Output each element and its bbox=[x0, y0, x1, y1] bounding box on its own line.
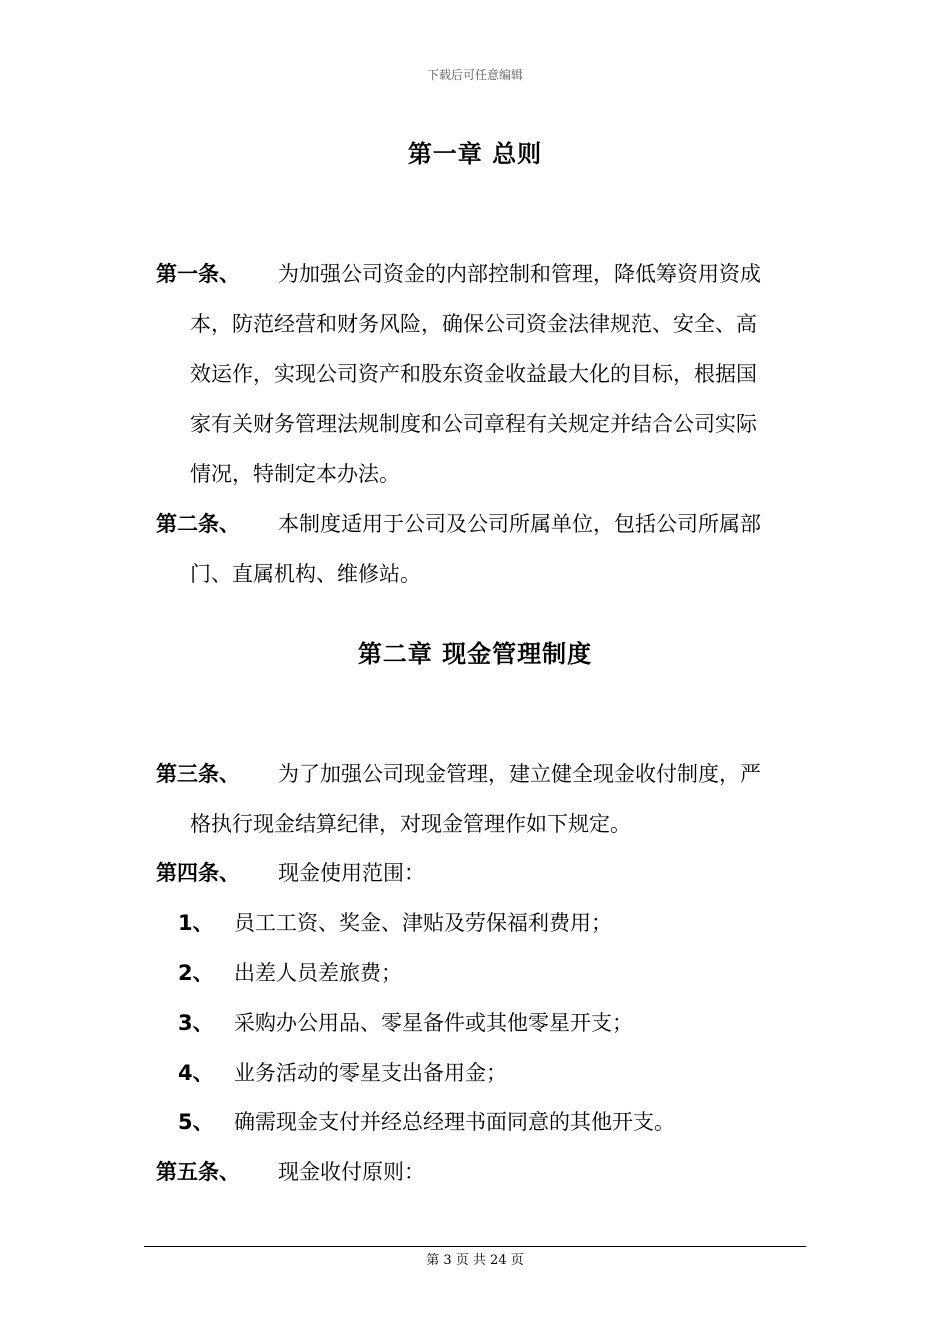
article-1-number: 第一条、 bbox=[156, 262, 240, 286]
article-4-text: 现金使用范围： bbox=[278, 861, 425, 885]
chapter-2-title: 第二章 现金管理制度 bbox=[357, 640, 593, 668]
article-5 bbox=[156, 1147, 808, 1197]
list-item bbox=[178, 898, 612, 948]
article-1 bbox=[156, 249, 808, 499]
list-item-text: 采购办公用品、零星备件或其他零星开支； bbox=[234, 1011, 633, 1035]
article-1-line: 本，防范经营和财务风险，确保公司资金法律规范、安全、高 bbox=[190, 312, 757, 336]
list-item-number: 5、 bbox=[178, 1110, 214, 1134]
article-3-first-line bbox=[156, 749, 808, 799]
footer-divider bbox=[144, 1246, 806, 1247]
article-2-line: 门、直属机构、维修站。 bbox=[190, 562, 421, 586]
page-footer: 第 3 页 共 24 页 bbox=[426, 1253, 524, 1268]
list-item-number: 1、 bbox=[178, 911, 214, 935]
list-item-text: 业务活动的零星支出备用金； bbox=[234, 1061, 507, 1085]
article-5-text: 现金收付原则： bbox=[278, 1160, 425, 1184]
article-1-text: 为加强公司资金的内部控制和管理，降低筹资用资成 bbox=[278, 262, 761, 286]
list-item bbox=[178, 1048, 507, 1098]
list-item-number: 2、 bbox=[178, 961, 214, 985]
chapter-1-title: 第一章 总则 bbox=[407, 140, 543, 168]
article-5-number: 第五条、 bbox=[156, 1160, 240, 1184]
article-2-first-line bbox=[156, 499, 808, 549]
article-4-number: 第四条、 bbox=[156, 861, 240, 885]
list-item-number: 3、 bbox=[178, 1011, 214, 1035]
article-1-first-line bbox=[156, 249, 808, 299]
article-3-number: 第三条、 bbox=[156, 762, 240, 786]
list-item bbox=[178, 998, 633, 1048]
page-header: 下载后可任意编辑 bbox=[426, 68, 523, 82]
article-3-line: 格执行现金结算纪律，对现金管理作如下规定。 bbox=[190, 812, 631, 836]
article-4 bbox=[156, 848, 808, 898]
article-1-line: 情况，特制定本办法。 bbox=[190, 462, 400, 486]
article-1-line: 效运作，实现公司资产和股东资金收益最大化的目标，根据国 bbox=[190, 362, 757, 386]
article-3 bbox=[156, 749, 808, 849]
article-3-text: 为了加强公司现金管理，建立健全现金收付制度，严 bbox=[278, 762, 761, 786]
list-item bbox=[178, 1097, 675, 1147]
article-1-line: 家有关财务管理法规制度和公司章程有关规定并结合公司实际 bbox=[190, 412, 757, 436]
list-item-text: 确需现金支付并经总经理书面同意的其他开支。 bbox=[234, 1110, 675, 1134]
list-item-text: 出差人员差旅费； bbox=[234, 961, 402, 985]
list-item bbox=[178, 948, 402, 998]
list-item-number: 4、 bbox=[178, 1061, 214, 1085]
article-2-text: 本制度适用于公司及公司所属单位，包括公司所属部 bbox=[278, 512, 761, 536]
list-item-text: 员工工资、奖金、津贴及劳保福利费用； bbox=[234, 911, 612, 935]
article-2-number: 第二条、 bbox=[156, 512, 240, 536]
article-2 bbox=[156, 499, 808, 599]
